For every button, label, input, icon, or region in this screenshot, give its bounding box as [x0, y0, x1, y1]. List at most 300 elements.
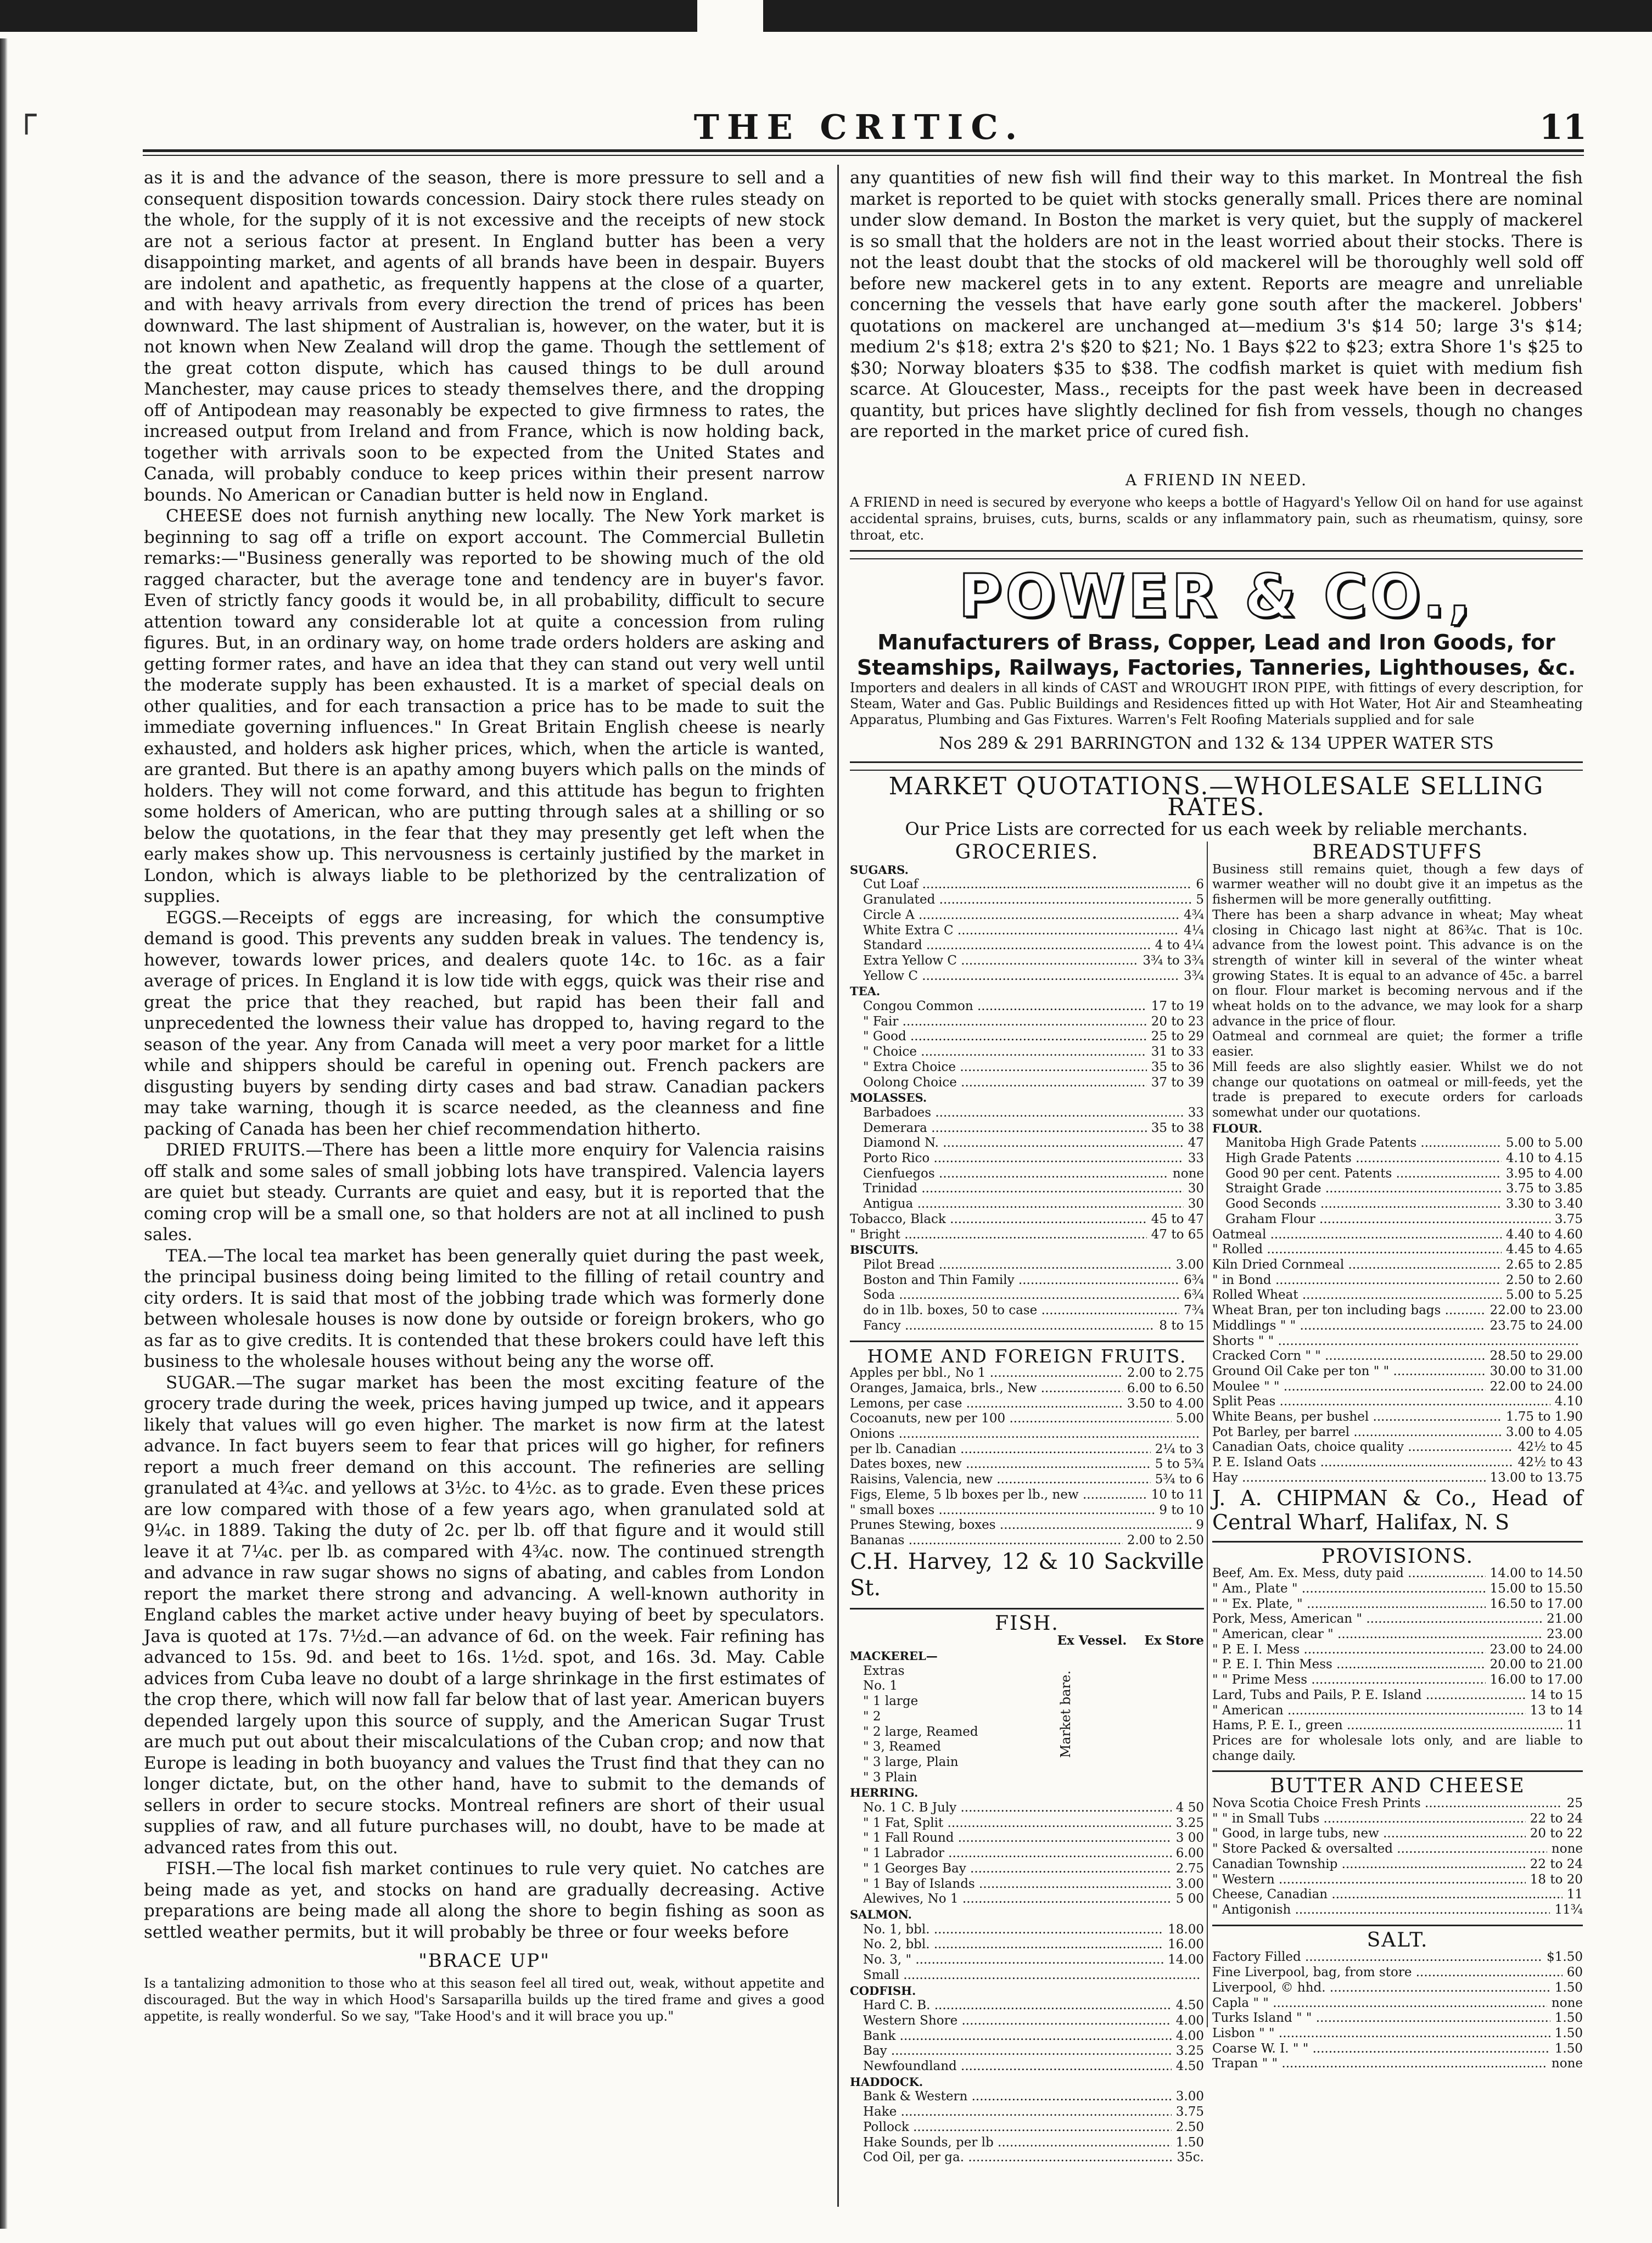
- salmon-label: SALMON.: [850, 1908, 912, 1921]
- brace-up-title: "BRACE UP": [418, 1950, 550, 1972]
- price-value: $1.50: [1547, 1950, 1583, 1965]
- price-row: [1212, 1796, 1583, 1812]
- price-value: 20 to 22: [1530, 1826, 1583, 1841]
- price-row: [1212, 1566, 1583, 1582]
- fruits-title: HOME AND FOREIGN FRUITS.: [867, 1345, 1187, 1367]
- price-row: [1212, 1673, 1583, 1688]
- price-row: [1212, 1197, 1583, 1212]
- table-divider: [1207, 842, 1208, 2027]
- price-row: [850, 1457, 1204, 1472]
- price-row: [1212, 1812, 1583, 1827]
- price-item: Barbadoes .....: [863, 1106, 1184, 1121]
- price-item: Hake Sounds, per lb .....: [863, 2135, 1172, 2151]
- price-item: " 1 Labrador .....: [863, 1846, 1172, 1861]
- price-value: 22.00 to 23.00: [1489, 1303, 1583, 1318]
- left-page-edge: [0, 38, 8, 2229]
- price-value: 3.95 to 4.00: [1505, 1166, 1583, 1181]
- price-item: Western Shore .....: [863, 2014, 1172, 2029]
- ad-rule-top-thin: [850, 558, 1583, 559]
- price-item: Capla " " .....: [1212, 1996, 1547, 2011]
- price-row: [1212, 1212, 1583, 1227]
- price-value: none: [1172, 1166, 1204, 1181]
- price-row: [850, 1136, 1204, 1151]
- provisions-list: [1212, 1566, 1583, 1734]
- cheese-paragraph: CHEESE does not furnish anything new locally. The New York market is beginning to sag off a trifle on export account. The Commercial Bulletin remarks:—"Business generally was reported to be showing much of the old ragged character, but the average tone and tendency are in buyer's favor. Even of strictly fancy goods it would be, in all probability, difficult to secure attention toward any considerable lot at quite a concession from ruling figures. But, in an ordinary way, on home trade orders holders are asking and getting former rates, and have an idea that they can stand out very well until the moderate supply has been exhausted. It is a market of special deals on other qualities, and for each transaction a price has to be made to suit the immediate governing influences." In Great Britain English cheese is nearly exhausted, and holders ask higher prices, which, when the article is wanted, are granted. But there is an apathy among buyers which palls on the minds of holders. They will not come forward, and this attitude has begun to frighten some holders of American, who are putting through sales at a shilling or so below the quotations, in the fear that they may presently get left when the early makes show up. This nervousness is certainly justified by the market in London, which is always liable to be plethorized by the centralization of supplies.: [144, 506, 825, 906]
- price-item: Coarse W. I. " " .....: [1212, 2042, 1550, 2057]
- price-row: [850, 969, 1204, 984]
- price-value: 3 00: [1175, 1831, 1204, 1846]
- table-column-left: [850, 842, 1204, 2166]
- price-item: Oatmeal .....: [1212, 1227, 1502, 1243]
- breadstuffs-text-1: Business still remains quiet, though a few days of warmer weather will no doubt give it an impetus as the fishermen will be more generally outfitting.: [1212, 862, 1583, 907]
- price-item: Apples per bbl., No 1 .....: [850, 1366, 1123, 1381]
- price-item: " P. E. I. Mess .....: [1212, 1642, 1486, 1658]
- price-value: 25 to 29: [1151, 1029, 1204, 1044]
- salmon-list: [850, 1922, 1204, 1983]
- price-item: Extra Yellow C .....: [863, 954, 1138, 969]
- price-row: [1212, 1380, 1583, 1395]
- price-item: Manitoba High Grade Patents .....: [1225, 1136, 1502, 1151]
- price-item: No. 1: [863, 1679, 898, 1694]
- price-item: " Fair .....: [863, 1014, 1147, 1030]
- price-value: 30: [1188, 1197, 1204, 1212]
- price-value: 4.45 to 4.65: [1505, 1242, 1583, 1257]
- price-item: Standard .....: [863, 938, 1151, 954]
- price-row: [1212, 1597, 1583, 1612]
- price-row: [1212, 1857, 1583, 1872]
- price-row: [850, 1968, 1204, 1983]
- price-value: 5 to 5¾: [1155, 1457, 1204, 1472]
- price-row: [850, 938, 1204, 954]
- price-row: [850, 1488, 1204, 1503]
- price-value: 6.00: [1175, 1846, 1204, 1861]
- price-row: [1212, 1981, 1583, 1996]
- price-row: [850, 2135, 1204, 2151]
- price-value: 13.00 to 13.75: [1489, 1470, 1583, 1485]
- price-item: " 3 Plain: [863, 1770, 917, 1785]
- price-item: " Am., Plate " .....: [1212, 1582, 1486, 1597]
- price-row: [850, 1801, 1204, 1816]
- price-item: Hake .....: [863, 2105, 1172, 2120]
- provisions-title: PROVISIONS.: [1321, 1545, 1474, 1568]
- price-item: Rolled Wheat .....: [1212, 1288, 1502, 1303]
- price-row: [850, 2089, 1204, 2105]
- price-value: 11: [1566, 1718, 1583, 1733]
- price-row: [850, 1518, 1204, 1533]
- price-row: [850, 1319, 1204, 1334]
- price-row: [850, 1273, 1204, 1288]
- price-value: 23.00: [1547, 1627, 1583, 1642]
- price-item: Small .....: [863, 1968, 1200, 1983]
- price-row: [850, 2029, 1204, 2044]
- price-value: 14.00: [1168, 1953, 1204, 1967]
- price-value: 11: [1566, 1887, 1583, 1902]
- price-row: [1212, 1364, 1583, 1380]
- friend-in-need-text: A FRIEND in need is secured by everyone who keeps a bottle of Hagyard's Yellow Oil on hand for use against accidental sprains, bruises, cuts, burns, scalds or any inflammatory pain, such as rheumatism, quinsy, sore throat, etc.: [850, 495, 1583, 543]
- price-item: " 1 Fat, Split .....: [863, 1816, 1172, 1831]
- price-row: [1212, 1151, 1583, 1167]
- price-row: [1212, 2011, 1583, 2026]
- butter-paragraph: as it is and the advance of the season, there is more pressure to sell and a consequent disposition towards concession. Dairy stock there rules steady on the whole, for the supply of it is not excessive and the receipts of new stock are not a serious factor at present. In England butter has been a very disappointing market, and agents of all brands have been in despair. Buyers are indolent and apathetic, as frequently happens at the close of a quarter, and with heavy arrivals from every direction the trend of prices has been downward. The last shipment of Australian is, however, on the water, but it is not known when New Zealand will drop the game. Though the settlement of the great cotton dispute, which has caused things to be dull around Manchester, may cause prices to steady themselves there, and the dropping off of Antipodean may reasonably be expected to give firmness to rates, the increased output from Ireland and from France, which is now holding back, together with arrivals soon to be expected from the United States and Canada, will probably conduce to keep prices within their present narrow bounds. No American or Canadian butter is held now in England.: [144, 168, 825, 505]
- price-value: 60: [1566, 1965, 1583, 1980]
- price-value: 6: [1196, 877, 1204, 892]
- price-value: 3.25: [1175, 1815, 1204, 1830]
- price-item: Dates boxes, new .....: [850, 1457, 1151, 1472]
- power-co-name: POWER & CO.,: [958, 562, 1475, 631]
- price-value: 21.00: [1547, 1612, 1583, 1627]
- price-item: " 1 Georges Bay .....: [863, 1861, 1172, 1877]
- price-value: 35 to 36: [1151, 1059, 1204, 1074]
- price-row: [850, 1045, 1204, 1060]
- price-item: " Antigonish .....: [1212, 1903, 1550, 1918]
- price-item: " 1 large: [863, 1694, 919, 1709]
- price-row: [1212, 1455, 1583, 1471]
- price-item: Trinidad .....: [863, 1181, 1184, 1197]
- butter-cheese-title: BUTTER AND CHEESE: [1270, 1775, 1525, 1798]
- price-item: High Grade Patents .....: [1225, 1151, 1502, 1167]
- price-item: Lemons, per case .....: [850, 1397, 1123, 1412]
- price-item: Lisbon " " .....: [1212, 2026, 1550, 2042]
- molasses-label: MOLASSES.: [850, 1091, 927, 1105]
- price-row: [850, 1227, 1204, 1243]
- price-item: Oolong Choice .....: [863, 1075, 1147, 1091]
- price-item: Shorts " " .....: [1212, 1334, 1578, 1349]
- price-row: [850, 2150, 1204, 2166]
- price-item: Pollock .....: [863, 2120, 1172, 2135]
- price-value: 6.00 to 6.50: [1127, 1381, 1204, 1395]
- price-item: Bananas .....: [850, 1533, 1123, 1549]
- price-item: Pot Barley, per barrel .....: [1212, 1425, 1502, 1440]
- price-value: none: [1551, 1995, 1583, 2010]
- herring-list: [850, 1801, 1204, 1907]
- price-row: [1212, 1319, 1583, 1334]
- groceries-title: GROCERIES.: [955, 841, 1099, 863]
- price-item: Straight Grade .....: [1225, 1181, 1502, 1197]
- biscuits-label: BISCUITS.: [850, 1243, 919, 1257]
- price-item: Demerara .....: [863, 1121, 1147, 1136]
- price-item: Bank & Western .....: [863, 2089, 1172, 2105]
- price-row: [1212, 1703, 1583, 1719]
- price-row: [1212, 1903, 1583, 1918]
- price-item: Prunes Stewing, boxes .....: [850, 1518, 1191, 1533]
- price-value: 5.00 to 5.00: [1505, 1136, 1583, 1151]
- price-value: 16.50 to 17.00: [1489, 1596, 1583, 1611]
- price-item: " 1 Fall Round .....: [863, 1831, 1172, 1846]
- price-value: 1.50: [1554, 2026, 1583, 2040]
- price-item: Ground Oil Cake per ton " " .....: [1212, 1364, 1486, 1380]
- price-row: [850, 1472, 1204, 1488]
- price-row: [850, 908, 1204, 923]
- price-row: [850, 1212, 1204, 1227]
- price-row: [850, 1366, 1204, 1381]
- price-value: 11¾: [1554, 1903, 1583, 1917]
- price-item: Porto Rico .....: [863, 1151, 1184, 1167]
- price-item: Raisins, Valencia, new .....: [850, 1472, 1151, 1488]
- market-quotations-subtitle: Our Price Lists are corrected for us each week by reliable merchants.: [905, 818, 1528, 839]
- price-row: [850, 1106, 1204, 1121]
- price-row: [850, 1151, 1204, 1167]
- price-value: 4.40 to 4.60: [1505, 1227, 1583, 1242]
- price-item: Pork, Mess, American " .....: [1212, 1612, 1542, 1627]
- price-row: [850, 1060, 1204, 1075]
- sugars-label: SUGARS.: [850, 862, 909, 877]
- price-item: " Bright .....: [850, 1227, 1147, 1243]
- market-quotations-title: MARKET QUOTATIONS.—WHOLESALE SELLING RATES.: [888, 772, 1544, 821]
- price-value: 23.75 to 24.00: [1489, 1318, 1583, 1333]
- price-item: Good 90 per cent. Patents .....: [1225, 1167, 1502, 1182]
- price-item: " American, clear " .....: [1212, 1627, 1542, 1642]
- price-item: Diamond N. .....: [863, 1136, 1184, 1151]
- price-item: Wheat Bran, per ton including bags .....: [1212, 1303, 1486, 1319]
- price-row: [850, 1258, 1204, 1273]
- price-item: Beef, Am. Ex. Mess, duty paid .....: [1212, 1566, 1486, 1582]
- header-rule: [143, 149, 1584, 152]
- price-item: Trapan " " .....: [1212, 2056, 1547, 2072]
- price-row: [1212, 1582, 1583, 1597]
- price-row: [850, 1998, 1204, 2014]
- price-row: [850, 1029, 1204, 1045]
- price-row: [850, 893, 1204, 908]
- price-value: 3.00: [1175, 1876, 1204, 1891]
- price-row: [1212, 1425, 1583, 1440]
- price-value: 14.00 to 14.50: [1489, 1566, 1583, 1581]
- price-row: [850, 1877, 1204, 1892]
- price-value: 31 to 33: [1151, 1045, 1204, 1059]
- breadstuffs-title: BREADSTUFFS: [1312, 841, 1483, 863]
- price-value: 4¼: [1184, 923, 1204, 938]
- price-value: 4.50: [1175, 2059, 1204, 2074]
- price-item: Pilot Bread .....: [863, 1258, 1172, 1273]
- molasses-list: [850, 1106, 1204, 1212]
- price-value: 5.00 to 5.25: [1505, 1288, 1583, 1303]
- price-item: " " Prime Mess .....: [1212, 1673, 1486, 1688]
- price-item: Bank .....: [863, 2029, 1172, 2044]
- price-value: 2.75: [1175, 1861, 1204, 1876]
- price-row: [850, 2105, 1204, 2120]
- price-value: 3.00 to 4.05: [1505, 1425, 1583, 1439]
- price-row: [850, 1846, 1204, 1861]
- flour-list: [1212, 1136, 1583, 1227]
- fish-col-ex-vessel: Ex Vessel.: [1057, 1633, 1127, 1648]
- price-value: 3.00: [1175, 1257, 1204, 1272]
- price-value: 3.75: [1554, 1212, 1583, 1226]
- price-row: [850, 1303, 1204, 1319]
- price-value: 1.50: [1554, 2011, 1583, 2026]
- price-value: 2.50 to 2.60: [1505, 1272, 1583, 1287]
- fruits-rule: [850, 1608, 1204, 1610]
- price-item: Hay .....: [1212, 1471, 1486, 1486]
- price-item: Figs, Eleme, 5 lb boxes per lb., new .....: [850, 1488, 1147, 1503]
- price-value: 33: [1188, 1105, 1204, 1120]
- price-item: Onions .....: [850, 1427, 1200, 1442]
- price-value: 4.00: [1175, 2028, 1204, 2043]
- fish-header-row: [850, 1633, 1204, 1648]
- price-value: 2.50: [1175, 2119, 1204, 2134]
- price-row: [1212, 1965, 1583, 1981]
- price-item: Oranges, Jamaica, brls., New .....: [850, 1381, 1123, 1397]
- price-value: 20 to 23: [1151, 1014, 1204, 1029]
- price-value: 42½ to 45: [1517, 1440, 1583, 1455]
- breadstuffs-dealer: J. A. CHIPMAN & Co., Head of Central Wharf, Halifax, N. S: [1212, 1485, 1583, 1534]
- price-item: " Western .....: [1212, 1872, 1526, 1888]
- price-item: Cienfuegos .....: [863, 1167, 1168, 1182]
- price-row: [1212, 2026, 1583, 2042]
- price-item: Fancy .....: [863, 1319, 1155, 1334]
- price-row: [850, 1922, 1204, 1938]
- groceries-rule: [850, 1341, 1204, 1342]
- ad-rule-bottom: [850, 761, 1583, 763]
- price-item: " American .....: [1212, 1703, 1526, 1719]
- price-row: [1212, 1887, 1583, 1903]
- price-item: Good Seconds .....: [1225, 1197, 1502, 1212]
- price-value: 16.00: [1168, 1937, 1204, 1952]
- sugars-list: [850, 877, 1204, 984]
- price-row: [850, 1411, 1204, 1427]
- breadstuffs-text-3: Oatmeal and cornmeal are quiet; the former a trifle easier.: [1212, 1029, 1583, 1059]
- price-row: [1212, 2042, 1583, 2057]
- haddock-label: HADDOCK.: [850, 2074, 923, 2089]
- price-value: 3¾ to 3¾: [1143, 953, 1204, 968]
- price-value: 4.10 to 4.15: [1505, 1151, 1583, 1166]
- price-value: 9: [1196, 1518, 1204, 1533]
- price-item: White Extra C .....: [863, 923, 1179, 939]
- price-row: [850, 877, 1204, 893]
- price-item: " " Ex. Plate, " .....: [1212, 1597, 1486, 1612]
- price-value: 4.00: [1175, 2013, 1204, 2028]
- price-item: " Choice .....: [863, 1045, 1147, 1060]
- price-row: [850, 1167, 1204, 1182]
- price-item: " 3 large, Plain: [863, 1754, 959, 1769]
- price-value: 3.75 to 3.85: [1505, 1181, 1583, 1196]
- price-item: Boston and Thin Family .....: [863, 1273, 1179, 1288]
- price-row: [1212, 1334, 1583, 1349]
- price-value: 2¼ to 3: [1155, 1442, 1204, 1456]
- price-value: 4 50: [1175, 1801, 1204, 1815]
- price-value: 18 to 20: [1530, 1872, 1583, 1887]
- price-row: [850, 1953, 1204, 1968]
- quotation-tables: [850, 841, 1583, 2165]
- price-value: 35c.: [1177, 2150, 1204, 2165]
- price-row: [1212, 1410, 1583, 1425]
- price-item: Cocoanuts, new per 100 .....: [850, 1411, 1172, 1427]
- price-row: [1212, 1657, 1583, 1673]
- price-value: 1.75 to 1.90: [1505, 1410, 1583, 1425]
- price-row: [850, 1288, 1204, 1303]
- price-value: [1200, 1427, 1204, 1442]
- price-item: Antigua .....: [863, 1197, 1184, 1212]
- price-value: 4.10: [1554, 1394, 1583, 1409]
- ad-rule-bottom-thin: [850, 770, 1583, 771]
- price-value: 2.00 to 2.50: [1127, 1533, 1204, 1547]
- left-column: [144, 167, 825, 2025]
- price-row: [1212, 1242, 1583, 1258]
- price-item: Nova Scotia Choice Fresh Prints .....: [1212, 1796, 1563, 1812]
- price-row: [850, 1831, 1204, 1846]
- price-item: Fine Liverpool, bag, from store .....: [1212, 1965, 1563, 1981]
- price-row: [850, 1892, 1204, 1907]
- price-item: " P. E. I. Thin Mess .....: [1212, 1657, 1486, 1673]
- price-value: 1.50: [1554, 1980, 1583, 1995]
- price-item: Newfoundland .....: [863, 2059, 1172, 2074]
- price-row: [1212, 1349, 1583, 1364]
- price-value: 18.00: [1168, 1922, 1204, 1937]
- price-row: [1212, 1227, 1583, 1243]
- price-value: 4 to 4¼: [1155, 938, 1204, 953]
- price-row: [850, 2059, 1204, 2074]
- breadstuffs-text-2: There has been a sharp advance in wheat; May wheat closing in Chicago last night at 86¾c. That is 10c. advance from the lowest point. This advance is on the strength of winter kill in several of the winter wheat growing States. It is equal to an advance of 45c. a barrel on flour. Flour market is becoming nervous and if the wheat holds on to the advance, we may look for a sharp advance in the price of flour.: [1212, 907, 1583, 1029]
- tea-list: [850, 999, 1204, 1090]
- price-row: [1212, 2056, 1583, 2072]
- price-row: [1212, 1394, 1583, 1410]
- price-value: 3.25: [1175, 2044, 1204, 2059]
- price-row: [1212, 1167, 1583, 1182]
- price-value: 2.65 to 2.85: [1505, 1257, 1583, 1272]
- page-header: [132, 107, 1587, 145]
- price-item: No. 3, " .....: [863, 1953, 1163, 1968]
- fish-col-ex-store: Ex Store: [1144, 1633, 1204, 1648]
- price-item: " in Bond .....: [1212, 1273, 1502, 1288]
- price-item: do in 1lb. boxes, 50 to case .....: [863, 1303, 1179, 1319]
- dried-fruits-paragraph: DRIED FRUITS.—There has been a little more enquiry for Valencia raisins off stalk and some sales of small jobbing lots have transpired. Valencia layers are quiet but steady. Currants are quiet and easy, but it is reported that the coming crop will be a small one, so that holders are not at all inclined to push sales.: [144, 1140, 825, 1244]
- haddock-list: [850, 2089, 1204, 2166]
- price-value: 28.50 to 29.00: [1489, 1349, 1583, 1364]
- price-row: [850, 2120, 1204, 2135]
- codfish-list: [850, 1998, 1204, 2074]
- price-value: 3.50 to 4.00: [1127, 1396, 1204, 1411]
- price-row: [850, 2044, 1204, 2059]
- top-dark-strip: [0, 0, 1652, 32]
- price-item: per lb. Canadian .....: [850, 1442, 1151, 1457]
- price-row: [1212, 1826, 1583, 1842]
- price-item: Kiln Dried Cornmeal .....: [1212, 1258, 1502, 1273]
- price-item: Alewives, No 1 .....: [863, 1892, 1172, 1907]
- price-value: 17 to 19: [1151, 999, 1204, 1014]
- right-column: [850, 167, 1583, 2165]
- price-value: 16.00 to 17.00: [1489, 1673, 1583, 1687]
- price-value: 47: [1188, 1136, 1204, 1151]
- price-row: [1212, 1996, 1583, 2011]
- price-value: 2.00 to 2.75: [1127, 1366, 1204, 1381]
- price-item: Cracked Corn " " .....: [1212, 1349, 1486, 1364]
- price-row: [1212, 1688, 1583, 1703]
- price-item: " 2: [863, 1709, 881, 1724]
- price-item: P. E. Island Oats .....: [1212, 1455, 1513, 1471]
- price-row: [850, 1533, 1204, 1549]
- price-row: [1212, 1136, 1583, 1151]
- price-value: 1.50: [1554, 2041, 1583, 2056]
- price-value: 14 to 15: [1530, 1687, 1583, 1702]
- breadstuffs-rule: [1212, 1541, 1583, 1543]
- codfish-label: CODFISH.: [850, 1983, 916, 1998]
- price-value: 13 to 14: [1530, 1703, 1583, 1718]
- price-value: 5: [1196, 893, 1204, 907]
- price-item: " Store Packed & oversalted .....: [1212, 1842, 1547, 1857]
- power-co-details: Importers and dealers in all kinds of CAST and WROUGHT IRON PIPE, with fittings of every description, for Steam, Water and Gas. Public Buildings and Residences fitted up with Hot Water, Hot Air and Steamheating Apparatus, Plumbing and Gas Fixtures. Warren's Felt Roofing Materials supplied and for sale: [850, 680, 1583, 727]
- price-item: Turks Island " " .....: [1212, 2011, 1550, 2026]
- flour-label: FLOUR.: [1212, 1121, 1263, 1135]
- biscuits-list: [850, 1258, 1204, 1334]
- price-value: 4¾: [1184, 907, 1204, 922]
- price-row: [850, 999, 1204, 1014]
- price-item: Middlings " " .....: [1212, 1319, 1486, 1334]
- price-row: [850, 1014, 1204, 1030]
- price-item: No. 1, bbl. .....: [863, 1922, 1163, 1938]
- tea-paragraph: TEA.—The local tea market has been generally quiet during the past week, the principal business doing being limited to the filling of retail country and city orders. It is said that most of the jobbing trade which was formerly done between wholesale houses is now done by outside or foreign brokers, who go as far as to give credits. It is contended that these brokers could have left this business to the wholesale houses without being any the worse off.: [144, 1246, 825, 1371]
- price-value: 45 to 47: [1151, 1212, 1204, 1226]
- price-item: " Rolled .....: [1212, 1242, 1502, 1258]
- price-row: [850, 1121, 1204, 1136]
- price-row: [850, 1861, 1204, 1877]
